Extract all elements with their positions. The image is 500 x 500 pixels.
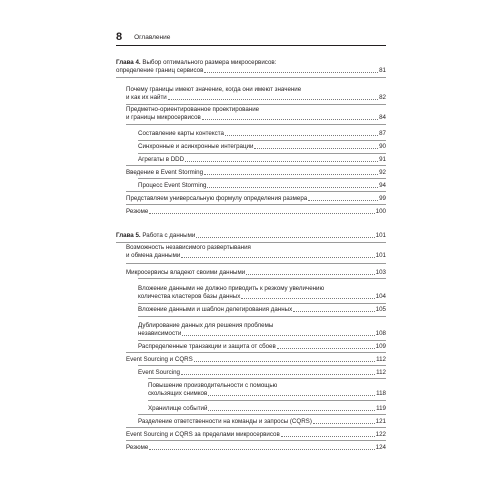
toc-entry[interactable] xyxy=(148,405,386,413)
entry-divider xyxy=(138,340,386,341)
entry-title: Разделение ответственности на команды и запросы (CQRS) xyxy=(138,418,312,425)
page-ref: 99 xyxy=(379,195,386,202)
chapter-title: Работа с данными xyxy=(140,232,196,239)
page-ref: 101 xyxy=(375,232,386,239)
dot-leader xyxy=(181,374,375,375)
entry-title: Введение в Event Storming xyxy=(126,169,204,176)
page-ref: 84 xyxy=(379,114,386,121)
entry-divider xyxy=(138,316,386,317)
dot-leader xyxy=(208,395,375,396)
chapter-prefix: Глава 5. xyxy=(116,232,141,239)
toc-entry[interactable] xyxy=(138,306,386,314)
page-ref: 112 xyxy=(376,356,386,363)
entry-title: Вложение данными и шаблон делегирования данных xyxy=(138,306,293,313)
toc-entry[interactable] xyxy=(126,86,386,102)
entry-title: Микросервисы владеют своими данными xyxy=(126,269,246,276)
entry-title-cont: скользящих снимков xyxy=(148,390,208,397)
entry-divider xyxy=(126,263,386,264)
entry-divider xyxy=(138,153,386,154)
page-ref: 122 xyxy=(375,431,386,438)
entry-divider xyxy=(138,365,386,366)
dot-leader xyxy=(194,361,375,362)
page-ref: 82 xyxy=(379,94,386,101)
entry-divider xyxy=(126,165,386,166)
page-ref: 101 xyxy=(375,252,386,259)
entry-title: Вложение данными не должно приводить к резкому увеличению xyxy=(138,285,325,292)
entry-title: Процесс Event Storming xyxy=(138,182,207,189)
page-ref: 90 xyxy=(379,143,386,150)
page-ref: 94 xyxy=(379,182,386,189)
toc-entry[interactable] xyxy=(126,431,386,439)
chapter-prefix: Глава 4. xyxy=(116,59,141,66)
entry-title: Резюме xyxy=(126,444,149,451)
dot-leader xyxy=(281,436,375,437)
entry-title: Event Sourcing xyxy=(138,369,180,376)
chapter-5-heading[interactable] xyxy=(116,232,386,240)
dot-leader xyxy=(225,135,378,136)
entry-title: Почему границы имеют значение, когда они имеют значение xyxy=(126,86,302,93)
entry-title: Дублирование данных для решения проблемы xyxy=(138,322,274,329)
dot-leader xyxy=(254,148,378,149)
entry-title-cont: независимости xyxy=(138,330,182,337)
page-ref: 108 xyxy=(375,330,386,337)
entry-title: Распределенные транзакции и защита от сбоев xyxy=(138,343,276,350)
page-ref: 109 xyxy=(375,343,386,350)
entry-title: Представляем универсальную формулу определения размера xyxy=(126,195,308,202)
toc-entry[interactable] xyxy=(138,143,386,151)
toc-entry[interactable] xyxy=(148,382,386,398)
toc-entry[interactable] xyxy=(138,369,386,377)
page-header xyxy=(116,30,386,44)
dot-leader xyxy=(149,449,374,450)
toc-entry[interactable] xyxy=(138,130,386,138)
dot-leader xyxy=(196,237,374,238)
entry-divider xyxy=(148,400,386,401)
dot-leader xyxy=(246,274,375,275)
toc-entry[interactable] xyxy=(126,208,386,216)
entry-divider xyxy=(126,427,386,428)
toc-entry[interactable] xyxy=(126,444,386,452)
page-ref: 112 xyxy=(376,369,386,376)
dot-leader xyxy=(313,423,375,424)
entry-title: Возможность независимого развертывания xyxy=(126,244,251,251)
page-number: 8 xyxy=(116,31,123,43)
page-ref: 81 xyxy=(379,67,386,74)
page-ref: 100 xyxy=(375,208,386,215)
entry-title: Хранилище событий xyxy=(148,405,208,412)
entry-title: Предметно-ориентированное проектирование xyxy=(126,106,260,113)
dot-leader xyxy=(204,72,378,73)
entry-divider xyxy=(126,440,386,441)
entry-divider xyxy=(126,104,386,105)
page-ref: 124 xyxy=(375,444,386,451)
entry-divider xyxy=(138,414,386,415)
dot-leader xyxy=(185,161,378,162)
running-head: Оглавление xyxy=(134,33,171,41)
dot-leader xyxy=(182,335,374,336)
entry-title: Резюме xyxy=(126,208,149,215)
toc-entry[interactable] xyxy=(138,343,386,351)
page-ref: 92 xyxy=(379,169,386,176)
page-ref: 103 xyxy=(375,269,386,276)
entry-divider xyxy=(138,178,386,179)
entry-divider xyxy=(116,77,386,78)
header-rule xyxy=(116,45,386,46)
toc-entry[interactable] xyxy=(138,322,386,338)
toc-entry[interactable] xyxy=(126,269,386,277)
toc-entry[interactable] xyxy=(126,356,386,364)
entry-title-cont: и обмена данными xyxy=(126,252,181,259)
chapter-title-cont: определение границ сервисов xyxy=(116,67,204,74)
dot-leader xyxy=(149,213,374,214)
entry-divider xyxy=(138,140,386,141)
toc-entry[interactable] xyxy=(126,106,386,122)
page-ref: 121 xyxy=(375,418,386,425)
dot-leader xyxy=(308,200,378,201)
toc-entry[interactable] xyxy=(138,182,386,190)
dot-leader xyxy=(168,99,378,100)
toc-entry[interactable] xyxy=(126,169,386,177)
toc-entry[interactable] xyxy=(126,244,386,260)
dot-leader xyxy=(208,410,375,411)
page-ref: 87 xyxy=(379,130,386,137)
toc-entry[interactable] xyxy=(138,156,386,164)
toc-entry[interactable] xyxy=(138,285,386,301)
toc-entry[interactable] xyxy=(138,418,386,426)
entry-title: Event Sourcing и CQRS xyxy=(126,356,193,363)
entry-title: Составление карты контекста xyxy=(138,130,224,137)
toc-entry[interactable] xyxy=(126,195,386,203)
dot-leader xyxy=(202,119,378,120)
dot-leader xyxy=(293,311,374,312)
entry-divider xyxy=(126,352,386,353)
entry-divider xyxy=(148,378,386,379)
chapter-4-heading[interactable] xyxy=(116,59,386,75)
entry-title-cont: и границы микросервисов xyxy=(126,114,201,121)
entry-title: Event Sourcing и CQRS за пределами микросервисов xyxy=(126,431,280,438)
page-ref: 105 xyxy=(375,306,386,313)
page-ref: 104 xyxy=(375,293,386,300)
chapter-title: Выбор оптимального размера микросервисов: xyxy=(140,59,277,66)
entry-title: Повышение производительности с помощью xyxy=(148,382,278,389)
entry-divider xyxy=(138,278,386,279)
entry-divider xyxy=(126,191,386,192)
dot-leader xyxy=(204,174,378,175)
entry-title-cont: количества кластеров базы данных xyxy=(138,293,241,300)
dot-leader xyxy=(181,257,374,258)
entry-title-cont: и как их найти xyxy=(126,94,167,101)
dot-leader xyxy=(277,348,375,349)
entry-divider xyxy=(116,242,386,243)
entry-divider xyxy=(126,124,386,125)
page-ref: 118 xyxy=(376,390,386,397)
entry-divider xyxy=(138,303,386,304)
entry-divider xyxy=(126,204,386,205)
entry-title: Агрегаты в DDD xyxy=(138,156,185,163)
entry-title: Синхронные и асинхронные интеграции xyxy=(138,143,254,150)
page-ref: 91 xyxy=(379,156,386,163)
dot-leader xyxy=(207,187,378,188)
page-ref: 119 xyxy=(376,405,386,412)
dot-leader xyxy=(241,298,374,299)
